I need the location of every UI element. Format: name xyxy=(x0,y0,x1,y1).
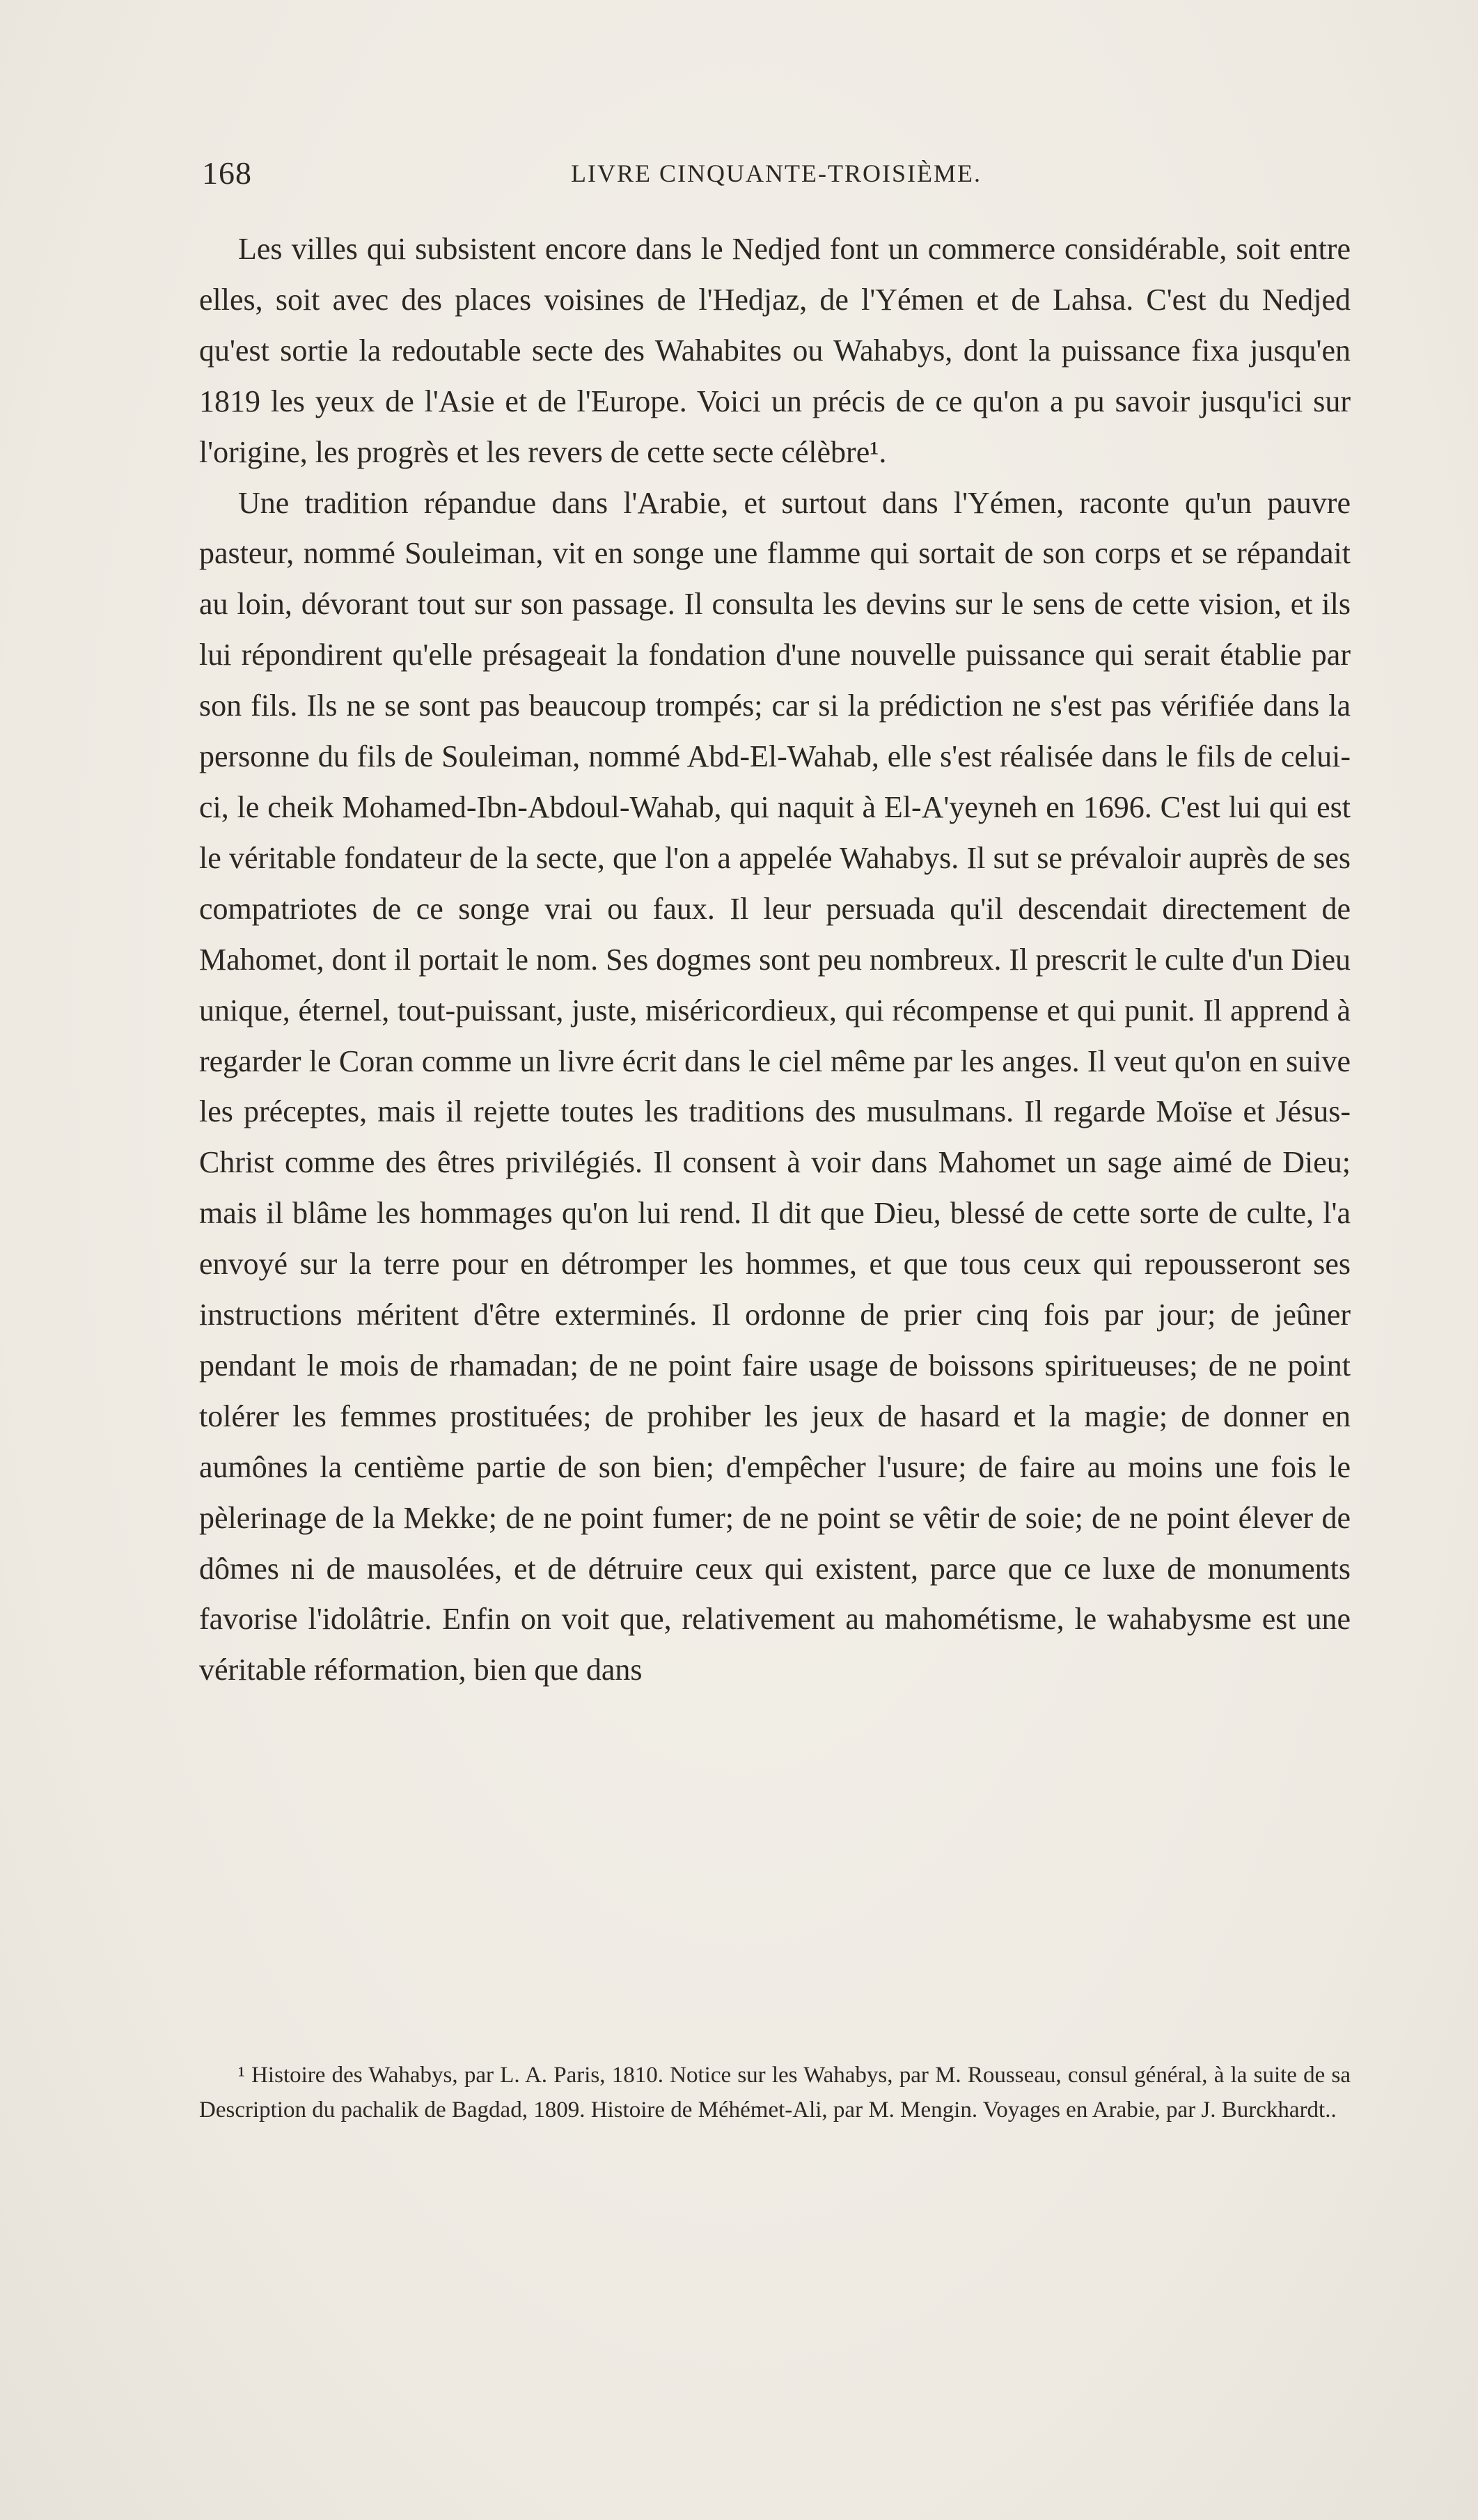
page-number: 168 xyxy=(202,155,252,191)
page-header xyxy=(202,155,1351,196)
paragraph: Les villes qui subsistent encore dans le Nedjed font un commerce considérable, soit entre elles, soit avec des places voisines de l'Hedjaz, de l'Yémen et de Lahsa. C'est du Nedjed qu'est sortie la redoutable secte des Wahabites ou Wahabys, dont la puissance fixa jusqu'en 1819 les yeux de l'Asie et de l'Europe. Voici un précis de ce qu'on a pu savoir jusqu'ici sur l'origine, les progrès et les revers de cette secte célèbre¹. xyxy=(199,232,1351,469)
body-text xyxy=(199,224,1351,1696)
paragraph: Une tradition répandue dans l'Arabie, et surtout dans l'Yémen, raconte qu'un pauvre pasteur, nommé Souleiman, vit en songe une flamme qui sortait de son corps et se répandait au loin, dévorant tout sur son passage. Il consulta les devins sur le sens de cette vision, et ils lui répondirent qu'elle présageait la fondation d'une nouvelle puissance qui serait établie par son fils. Ils ne se sont pas beaucoup trompés; car si la prédiction ne s'est pas vérifiée dans la personne du fils de Souleiman, nommé Abd-El-Wahab, elle s'est réalisée dans le fils de celui-ci, le cheik Mohamed-Ibn-Abdoul-Wahab, qui naquit à El-A'yeyneh en 1696. C'est lui qui est le véritable fondateur de la secte, que l'on a appelée Wahabys. Il sut se prévaloir auprès de ses compatriotes de ce songe vrai ou faux. Il leur persuada qu'il descendait directement de Mahomet, dont il portait le nom. Ses dogmes sont peu nombreux. Il prescrit le culte d'un Dieu unique, éternel, tout-puissant, juste, miséricordieux, qui récompense et qui punit. Il apprend à regarder le Coran comme un livre écrit dans le ciel même par les anges. Il veut qu'on en suive les préceptes, mais il rejette toutes les traditions des musulmans. Il regarde Moïse et Jésus-Christ comme des êtres privilégiés. Il consent à voir dans Mahomet un sage aimé de Dieu; mais il blâme les hommages qu'on lui rend. Il dit que Dieu, blessé de cette sorte de culte, l'a envoyé sur la terre pour en détromper les hommes, et que tous ceux qui repousseront ses instructions méritent d'être exterminés. Il ordonne de prier cinq fois par jour; de jeûner pendant le mois de rhamadan; de ne point faire usage de boissons spiritueuses; de ne point tolérer les femmes prostituées; de prohiber les jeux de hasard et la magie; de donner en aumônes la centième partie de son bien; d'empêcher l'usure; de faire au moins une fois le pèlerinage de la Mekke; de ne point fumer; de ne point se vêtir de soie; de ne point élever de dômes ni de mausolées, et de détruire ceux qui existent, parce que ce luxe de monuments favorise l'idolâtrie. Enfin on voit que, relativement au mahométisme, le wahabysme est une véritable réformation, bien que dans xyxy=(199,485,1351,1687)
footnotes xyxy=(199,2058,1351,2127)
running-head: LIVRE CINQUANTE-TROISIÈME. xyxy=(571,159,982,187)
footnote: ¹ Histoire des Wahabys, par L. A. Paris, 1810. Notice sur les Wahabys, par M. Rousseau, consul général, à la suite de sa Description du pachalik de Bagdad, 1809. Histoire de Méhémet-Ali, par M. Mengin. Voyages en Arabie, par J. Burckhardt.. xyxy=(199,2063,1351,2123)
